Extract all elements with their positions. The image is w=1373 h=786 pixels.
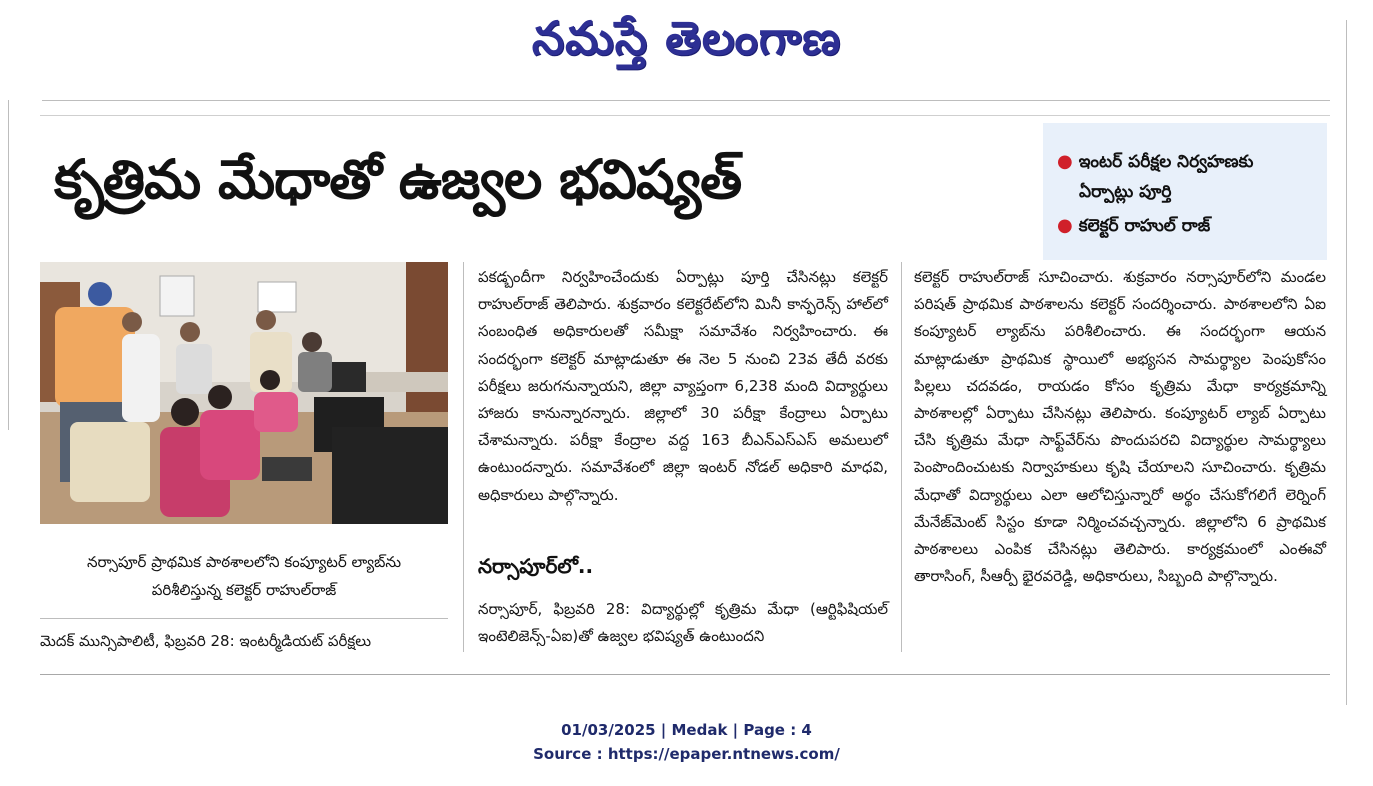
page-footer	[0, 718, 1373, 766]
news-article	[40, 112, 1330, 678]
article-dateline: మెదక్ మున్సిపాలిటీ, ఫిబ్రవరి 28: ఇంటర్మీడియట్ పరీక్షలు	[40, 632, 372, 650]
newspaper-logo: నమస్తే తెలంగాణ	[531, 11, 842, 65]
highlight-item: ఏర్పాట్లు పూర్తి	[1079, 182, 1172, 202]
headline-rule	[40, 115, 1330, 116]
article-bottom-rule	[40, 674, 1330, 675]
article-column-2: పకడ్బందీగా నిర్వహించేందుకు ఏర్పాట్లు పూర్తి చేసినట్లు కలెక్టర్ రాహుల్‌రాజ్ తెలిపారు. శుక్రవారం కలెక్టరేట్‌లోని మినీ కాన్ఫరెన్స్ హాల్‌లో సంబంధిత అధికారులతో సమీక్షా సమావేశం నిర్వహించారు. ఈ సందర్భంగా కలెక్టర్ మాట్లాడుతూ ఈ నెల 5 నుంచి 23వ తేదీ వరకు పరీక్షలు జరుగనున్నాయని, జిల్లా వ్యాప్తంగా 6,238 మంది విద్యార్థులు హాజరు కానున్నారన్నారు. జిల్లాలో 30 పరీక్షా కేంద్రాలు ఏర్పాటు చేశామన్నారు. పరీక్షా కేంద్రాల వద్ద 163 బీఎన్‌ఎస్‌ఎస్ అమలులో ఉంటుందన్నారు. సమావేశంలో జిల్లా ఇంటర్ నోడల్ అధికారి మాధవి, అధికారులు పాల్గొన్నారు.	[478, 268, 888, 504]
column-divider	[463, 262, 464, 652]
bullet-icon: ●	[1057, 151, 1073, 172]
bullet-icon: ●	[1057, 215, 1073, 236]
article-column-2-sub: నర్సాపూర్, ఫిబ్రవరి 28: విద్యార్థుల్లో కృత్రిమ మేధా (ఆర్టిఫిషియల్ ఇంటెలిజెన్స్-ఏఐ)తో ఉజ్వల భవిష్యత్ ఉంటుందని	[478, 600, 888, 646]
footer-date-line: 01/03/2025 | Medak | Page : 4	[561, 721, 812, 739]
photo-caption	[40, 548, 448, 604]
subheading: నర్సాపూర్‌లో..	[478, 554, 594, 578]
highlights-box	[1043, 123, 1327, 260]
column-divider	[901, 262, 902, 652]
headline: కృత్రిమ మేధాతో ఉజ్వల భవిష్యత్	[54, 148, 742, 211]
news-photo	[40, 262, 448, 524]
page-edge-right	[1346, 20, 1347, 705]
caption-rule	[40, 618, 448, 619]
top-rule	[42, 100, 1330, 101]
page-edge-left	[8, 100, 9, 430]
article-column-3: కలెక్టర్ రాహుల్‌రాజ్ సూచించారు. శుక్రవారం నర్సాపూర్‌లోని మండల పరిషత్ ప్రాథమిక పాఠశాలను కలెక్టర్ సందర్శించారు. పాఠశాలలోని ఏఐ కంప్యూటర్ ల్యాబ్‌ను పరిశీలించారు. ఈ సందర్భంగా ఆయన మాట్లాడుతూ ప్రాథమిక స్థాయిలో అభ్యసన సామర్థ్యాల పెంపుకోసం పిల్లలు చదవడం, రాయడం కోసం కృత్రిమ మేధా కార్యక్రమాన్ని పాఠశాలల్లో ఏర్పాటు చేసినట్లు తెలిపారు. కంప్యూటర్ ల్యాబ్ ఏర్పాటు చేసి కృత్రిమ మేధా సాఫ్ట్‌వేర్‌ను పొందుపరచి విద్యార్థుల సామర్థ్యాలు పెంపొందించుటకు నిర్వాహకులు కృషి చేయాలని సూచించారు. కృత్రిమ మేధాతో విద్యార్థులు ఎలా ఆలోచిస్తున్నారో అర్థం చేసుకోగలిగే లెర్నింగ్ మేనేజ్‌మెంట్ సిస్టం కూడా నిర్మించవచ్చన్నారు. జిల్లాలోని 6 ప్రాథమిక పాఠశాలలు ఎంపిక చేసినట్లు తెలిపారు. కార్యక్రమంలో ఎంఈవో తారాసింగ్, సీఆర్పీ భైరవరెడ్డి, అధికారులు, సిబ్బంది పాల్గొన్నారు.	[914, 268, 1326, 586]
caption-line: పరిశీలిస్తున్న కలెక్టర్ రాహుల్‌రాజ్	[151, 581, 337, 599]
footer-source-line: Source : https://epaper.ntnews.com/	[533, 745, 840, 763]
caption-line: నర్సాపూర్ ప్రాథమిక పాఠశాలలోని కంప్యూటర్ ల్యాబ్‌ను	[86, 553, 402, 571]
masthead	[0, 0, 1373, 80]
highlight-item: ● కలెక్టర్ రాహుల్ రాజ్	[1057, 215, 1211, 236]
highlight-item: ● ఇంటర్ పరీక్షల నిర్వహణకు	[1057, 151, 1254, 172]
